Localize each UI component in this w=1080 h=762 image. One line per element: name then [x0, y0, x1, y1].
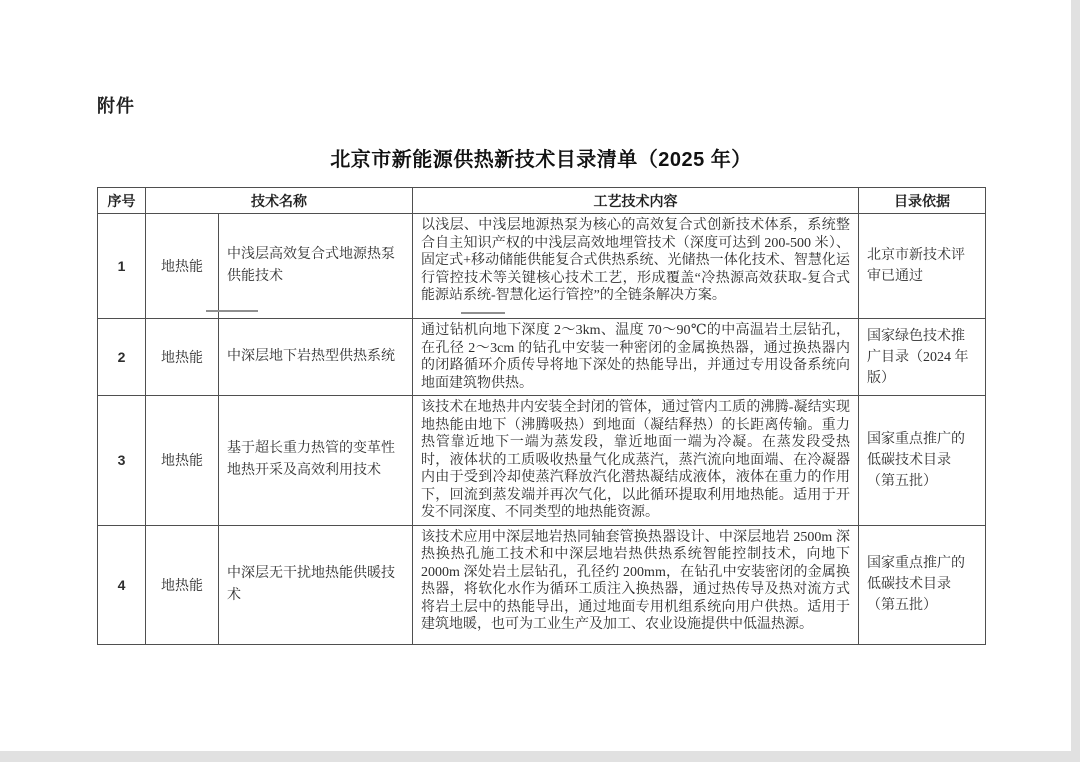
- table-row: [98, 525, 986, 644]
- underline-mark: [206, 310, 258, 312]
- row-tech-content: 该技术应用中深层地岩热同轴套管换热器设计、中深层地岩 2500m 深热换热孔施工技术和中深层地岩热供热系统智能控制技术，向地下 2000m 深处岩土层钻孔，孔径约 200mm，在钻孔中安装密闭的金属换热器，将软化水作为循环工质注入换热器，通过热传导及热对流方式将岩土层中的热能导出，通过地面专用机组系统向用户供热。适用于建筑地暖，也可为工业生产及加工、农业设施提供中低温热源。: [413, 525, 859, 644]
- row-category: 地热能: [146, 214, 219, 319]
- row-category: 地热能: [146, 319, 219, 396]
- table-row: [98, 319, 986, 396]
- row-tech-name: 中深层无干扰地热能供暖技术: [219, 525, 413, 644]
- page-title: 北京市新能源供热新技术目录清单（2025 年）: [330, 149, 752, 171]
- page-edge-shadow-right: [1071, 0, 1080, 762]
- underline-mark: [461, 312, 505, 314]
- row-tech-name: 中浅层高效复合式地源热泵供能技术: [219, 214, 413, 319]
- table-header-row: [98, 188, 986, 214]
- row-tech-name: 基于超长重力热管的变革性地热开采及高效利用技术: [219, 396, 413, 526]
- row-tech-name: 中深层地下岩热型供热系统: [219, 319, 413, 396]
- page-edge-shadow-bottom: [0, 751, 1080, 762]
- header-no: 序号: [98, 188, 146, 214]
- row-no: 4: [98, 525, 146, 644]
- row-no: 3: [98, 396, 146, 526]
- row-tech-content: 通过钻机向地下深度 2～3km、温度 70～90℃的中高温岩土层钻孔，在孔径 2～3cm 的钻孔中安装一种密闭的金属换热器，通过换热器内的闭路循环介质传导将地下深处的热能导出，并通过专用设备系统向地面建筑物供热。: [413, 319, 859, 396]
- table-row: [98, 214, 986, 319]
- row-basis: 国家重点推广的低碳技术目录（第五批）: [859, 525, 986, 644]
- row-no: 1: [98, 214, 146, 319]
- row-basis: 北京市新技术评审已通过: [859, 214, 986, 319]
- header-basis: 目录依据: [859, 188, 986, 214]
- technology-catalog-table: [97, 187, 986, 645]
- header-name: 技术名称: [146, 188, 413, 214]
- row-basis: 国家绿色技术推广目录（2024 年版）: [859, 319, 986, 396]
- attachment-label: 附件: [97, 96, 135, 116]
- table-row: [98, 396, 986, 526]
- row-tech-content: 该技术在地热井内安装全封闭的管体，通过管内工质的沸腾-凝结实现地热能由地下（沸腾吸热）到地面（凝结释热）的长距离传输。重力热管靠近地下一端为蒸发段，靠近地面一端为冷凝。在蒸发段受热时，液体状的工质吸收热量气化成蒸汽，蒸汽流向地面端、在冷凝器内由于受到冷却使蒸汽释放汽化潜热凝结成液体，液体在重力的作用下，回流到蒸发端并再次气化，以此循环提取利用地热能。适用于开发不同深度、不同类型的地热能资源。: [413, 396, 859, 526]
- row-category: 地热能: [146, 525, 219, 644]
- header-content: 工艺技术内容: [413, 188, 859, 214]
- row-category: 地热能: [146, 396, 219, 526]
- row-basis: 国家重点推广的低碳技术目录（第五批）: [859, 396, 986, 526]
- row-no: 2: [98, 319, 146, 396]
- row-tech-content: 以浅层、中浅层地源热泵为核心的高效复合式创新技术体系，系统整合自主知识产权的中浅层高效地埋管技术（深度可达到 200-500 米）、固定式+移动储能供能复合式供热系统、光储热一体化技术、智慧化运行管控技术等关键核心技术工艺，形成覆盖“冷热源高效获取-复合式能源站系统-智慧化运行管控”的全链条解决方案。: [413, 214, 859, 319]
